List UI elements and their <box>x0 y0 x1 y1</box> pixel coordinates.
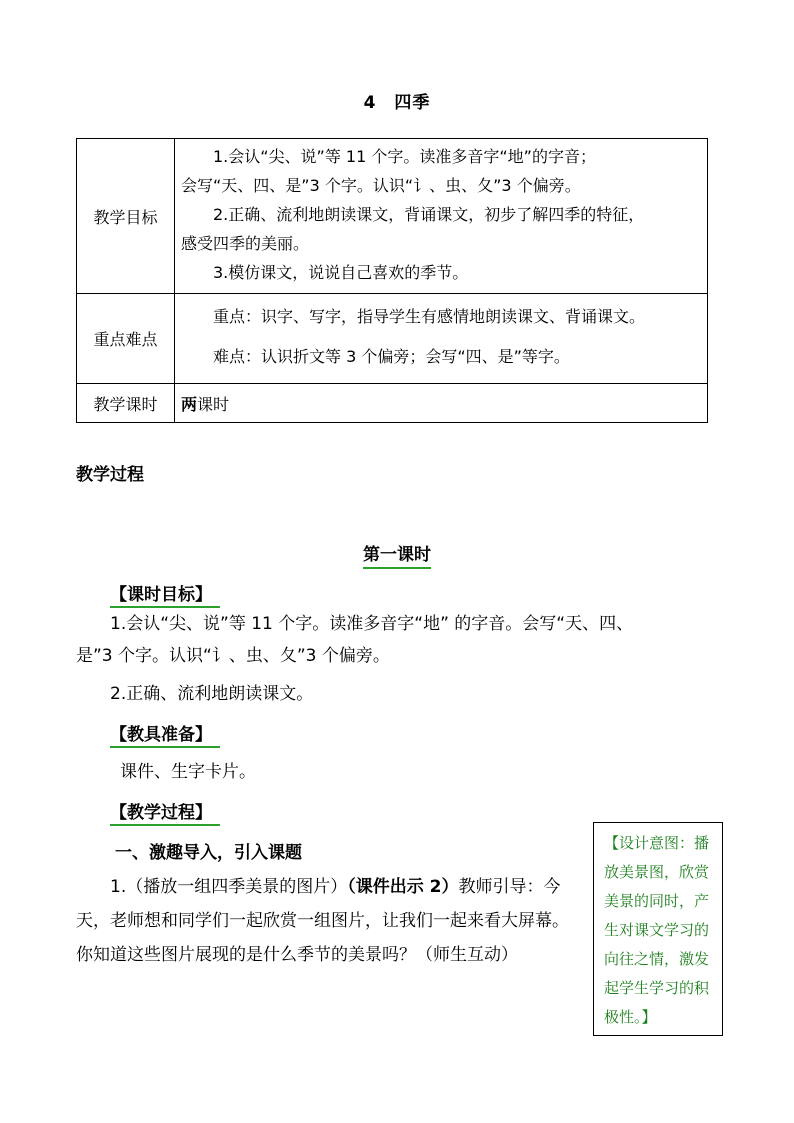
goals-line: 是”3 个字。认识“讠、虫、夂”3 个偏旁。 <box>76 646 390 666</box>
goals-line: 1.会认“尖、说”等 11 个字。读准多音字“地” 的字音。会写“天、四、 <box>110 614 634 634</box>
hours-content: 两课时 <box>175 384 708 423</box>
keypoints-content <box>175 294 708 384</box>
hours-emphasis: 两 <box>181 394 198 414</box>
courseware-ref: （课件出示 2） <box>347 877 459 897</box>
lesson-info-table <box>76 138 708 423</box>
goals-line: 2.正确、流利地朗读课文。 <box>110 684 314 704</box>
prep-text: 课件、生字卡片。 <box>120 762 256 782</box>
goal-line: 会写“天、四、是”3 个字。认识“讠、虫、夂”3 个偏旁。 <box>181 176 581 195</box>
table-row <box>77 139 708 294</box>
step1-rest: 教师引导：今天，老师想和同学们一起欣赏一组图片，让我们一起来看大屏幕。你知道这些图片展现的是什么季节的美景吗？（师生互动） <box>76 877 569 965</box>
design-intent-box: 【设计意图：播放美景图，欣赏美景的同时，产生对课文学习的向往之情，激发起学生学习的积极性。】 <box>593 822 723 1036</box>
goals-heading: 【课时目标】 <box>110 580 220 608</box>
prep-heading: 【教具准备】 <box>110 720 220 748</box>
goal-line: 1.会认“尖、说”等 11 个字。读准多音字“地”的字音； <box>213 147 596 166</box>
goals-text <box>76 608 726 710</box>
row-label-keypoints: 重点难点 <box>77 294 175 384</box>
table-row <box>77 384 708 423</box>
goal-line: 感受四季的美丽。 <box>181 234 310 253</box>
section-heading: 教学过程 <box>76 465 144 485</box>
row-label-goals: 教学目标 <box>77 139 175 294</box>
goal-line: 2.正确、流利地朗读课文，背诵课文，初步了解四季的特征， <box>213 205 645 224</box>
page-title: 4 四季 <box>363 93 431 113</box>
goal-line: 3.模仿课文，说说自己喜欢的季节。 <box>213 263 469 282</box>
goals-content <box>175 139 708 294</box>
step1-title: 一、激趣导入，引入课题 <box>115 843 302 863</box>
step1-prefix: 1.（播放一组四季美景的图片） <box>110 877 348 897</box>
keypoint-line: 难点：认识折文等 3 个偏旁；会写“四、是”等字。 <box>213 347 570 366</box>
row-label-hours: 教学课时 <box>77 384 175 423</box>
process-heading: 【教学过程】 <box>110 798 220 826</box>
keypoint-line: 重点：识字、写字，指导学生有感情地朗读课文、背诵课文。 <box>213 307 646 326</box>
lesson-title <box>0 540 794 565</box>
step1-body <box>76 870 582 972</box>
lesson-title-text: 第一课时 <box>363 545 431 569</box>
table-row <box>77 294 708 384</box>
